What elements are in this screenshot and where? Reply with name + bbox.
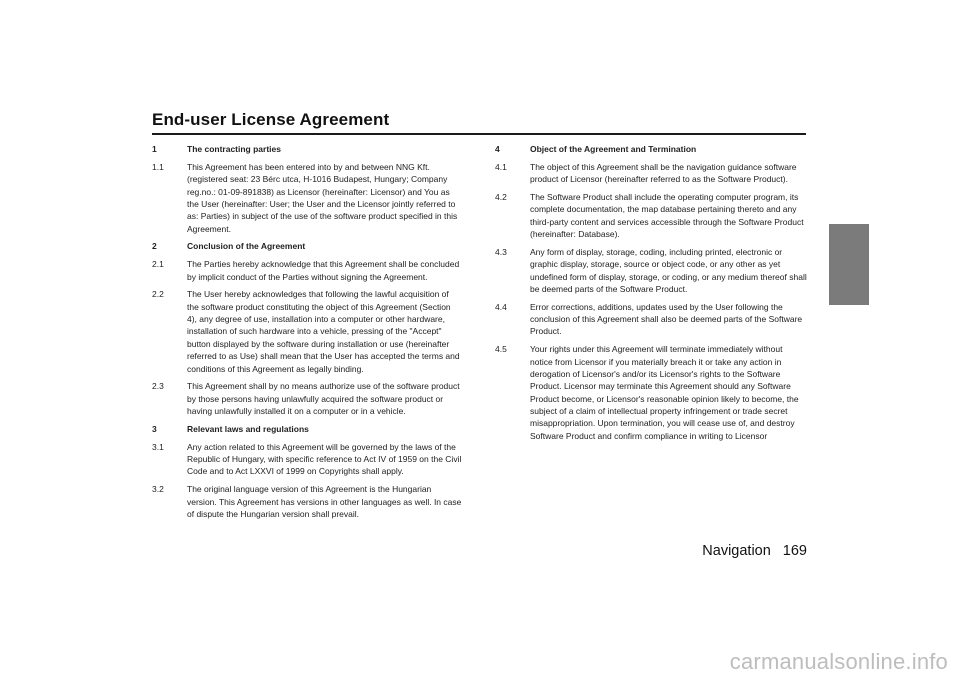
section-number: 4 (495, 144, 500, 154)
clause-item (495, 161, 807, 186)
section-title: Conclusion of the Agreement (187, 241, 306, 252)
clause-item (495, 191, 807, 240)
clause-number: 2.3 (152, 381, 164, 392)
clause-number: 4.4 (495, 301, 507, 312)
clause-item (152, 483, 462, 520)
clause-text: Error corrections, additions, updates used by the User following the conclusion of this Agreement shall also be deemed parts of the Software Product. (530, 301, 803, 337)
clause-item (495, 343, 807, 442)
clause-number: 3.2 (152, 484, 164, 495)
chapter-side-tab (829, 224, 869, 305)
section-title: The contracting parties (187, 144, 281, 154)
clause-text: Any form of display, storage, coding, including printed, electronic or graphic display, storage, source or object code, or any other as yet undefined form of display, storage, or coding, or any medium thereof shall be deemed parts of the Software Product. (530, 246, 807, 294)
clause-number: 2.1 (152, 259, 164, 270)
clause-item (152, 161, 462, 235)
section-heading (152, 240, 462, 252)
section-title: Relevant laws and regulations (187, 423, 309, 434)
clause-text: The Software Product shall include the operating computer program, its complete documentation, the map database pertaining thereto and any third-party content and services accessible through the Software Product (hereinafter: Database). (530, 192, 804, 240)
page-title: End-user License Agreement (152, 110, 390, 129)
right-column (495, 143, 807, 448)
page-number: 169 (782, 543, 807, 559)
clause-number: 4.2 (495, 192, 507, 203)
clause-number: 3.1 (152, 441, 164, 452)
clause-item (152, 258, 462, 283)
clause-number: 1.1 (152, 161, 164, 172)
section-heading (495, 143, 807, 155)
clause-text: The User hereby acknowledges that following the lawful acquisition of the software product constituting the object of this Agreement (Section 4), any degree of use, installation into a computer or other hardware, installation of such hardware into a vehicle, pressing of the "Accept" button displayed by the software during installation or use (hereinafter referred to as Use) shall mean that the User has accepted the terms and conditions of this Agreement as legally binding. (187, 289, 460, 374)
clause-number: 4.5 (495, 344, 507, 355)
section-heading (152, 143, 462, 155)
page-footer (700, 543, 807, 559)
section-title: Object of the Agreement and Termination (530, 144, 697, 154)
section-number: 2 (152, 241, 157, 252)
section-name: Navigation (702, 543, 771, 559)
clause-text: This Agreement shall by no means authorize use of the software product by those persons having unlawfully acquired the software product or having unlawfully installed it on a computer or in a vehicle. (187, 381, 460, 417)
clause-item (152, 288, 462, 374)
clause-text: The object of this Agreement shall be the navigation guidance software product of Licensor (hereinafter referred to as the Software Product). (530, 161, 797, 185)
section-number: 1 (152, 144, 157, 154)
clause-text: This Agreement has been entered into by and between NNG Kft. (registered seat: 23 Bérc utca, H-1016 Budapest, Hungary; Company reg.no.: 01-09-891838) as Licensor (hereinafter: Licensor) and You as the User (hereinafter: User; the User and the Licensor jointly referred to as: Parties) in subject of the use of the software product specified in this Agreement. (187, 161, 458, 234)
clause-number: 2.2 (152, 289, 164, 300)
clause-item (152, 380, 462, 417)
clause-item (152, 441, 462, 478)
clause-text: The Parties hereby acknowledge that this Agreement shall be concluded by implicit conduct of the Parties without signing the Agreement. (187, 259, 460, 282)
section-number: 3 (152, 423, 157, 434)
title-divider (152, 133, 806, 135)
clause-text: Your rights under this Agreement will terminate immediately without notice from Licensor if you materially breach it or take any action in derogation of Licensor's and/or its Licensor's rights to the Software Product. Licensor may terminate this Agreement should any Software Product become, or Licensor's reasonable opinion likely to become, the subject of a claim of intellectual property infringement or trade secret misappropriation. Upon termination, you will cease use of, and destroy Software Product and confirm compliance in writing to Licensor (530, 344, 799, 441)
watermark: carmanualsonline.info (729, 649, 948, 674)
section-heading (152, 423, 462, 435)
clause-text: The original language version of this Agreement is the Hungarian version. This Agreement has versions in other languages as well. In case of dispute the Hungarian version shall prevail. (187, 484, 462, 519)
clause-item (495, 301, 807, 338)
clause-item (495, 246, 807, 295)
clause-number: 4.3 (495, 246, 507, 257)
left-column (152, 143, 462, 526)
clause-number: 4.1 (495, 161, 507, 172)
clause-text: Any action related to this Agreement will be governed by the laws of the Republic of Hungary, with specific reference to Act IV of 1959 on the Civil Code and to Act LXXVI of 1999 on Copyrights shall apply. (187, 441, 462, 477)
